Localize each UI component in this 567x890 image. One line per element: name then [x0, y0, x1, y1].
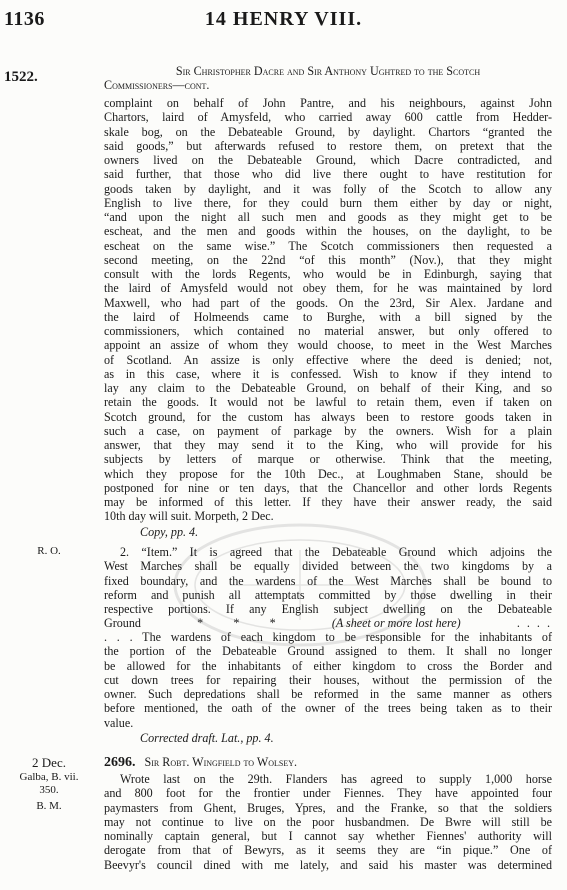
text-line: said further, that those who did live there ought to have restitution for — [104, 167, 552, 182]
text-line: subjects by letters of marque or otherwise. Think that the meeting, — [104, 452, 552, 467]
text-line: goods taken by daylight, and it was folly of the Scotch to allow any — [104, 181, 552, 196]
text-line: escheat on the same wise.” The Scotch commissioners then requested a — [104, 238, 552, 253]
text-line: and 800 foot for the frontier under Fiennes. They have appointed four — [104, 786, 552, 801]
text-line: Wrote last on the 29th. Flanders has agreed to supply 1,000 horse — [120, 772, 552, 786]
text-line: escheat, and the men and goods within the houses, on the daylight, to be — [104, 224, 552, 239]
letter1-heading-line1: Sir Christopher Dacre and Sir Anthony Ughtred to the Scotch — [175, 64, 481, 78]
text-line: which they propose for the 10th Dec., at Loughmaben Stane, should be — [104, 466, 552, 481]
running-head: 14 HENRY VIII. — [204, 8, 363, 30]
entry2696-ref2: 350. — [39, 784, 59, 796]
margin-ref-ro: R. O. — [37, 545, 61, 557]
year-label: 1522. — [4, 69, 38, 85]
text-line: skale bog, on the Debateable Ground, by daylight. Chartors “granted the — [104, 124, 552, 139]
text-line: be allowed for the inhabitants of either kingdom to cross the Border and — [104, 658, 552, 673]
page-number: 1136 — [4, 8, 45, 30]
item2-ground-word: Ground — [104, 616, 141, 630]
text-line: West Marches shall be equally divided between the two kingdoms by a — [104, 559, 552, 574]
entry2696-date: 2 Dec. — [32, 755, 66, 770]
text-line: fixed boundary, and the wardens of the West Marches shall be bound to — [104, 573, 552, 588]
text-line: as in this case, where it is confessed. Wish to know if they intend to — [104, 366, 552, 381]
text-line: the portion of the Debateable Ground assigned to them. It shall no longer — [104, 644, 552, 659]
text-line: Beevyr's council dined with me lately, and said his master was determined — [104, 857, 552, 872]
text-line: the laird of Holmeends came to Burghe, with a bill signed by the — [104, 309, 552, 324]
item2-body-before — [104, 545, 552, 616]
text-line: Maxwell, who had part of the goods. On the 23rd, Sir Alex. Jardane and — [104, 295, 552, 310]
item2-note: Corrected draft. Lat., pp. 4. — [140, 731, 274, 745]
text-line: lay any claim to the Debateable Ground, on behalf of their King, and so — [104, 381, 552, 395]
text-line: such a case, on payment of parkage by the owners. Wish for a plain — [104, 423, 552, 438]
text-line: of Scotland. An assize is only effective where the deed is denied; not, — [104, 352, 552, 367]
entry2696-ref3: B. M. — [36, 800, 62, 812]
text-line: paymasters from Ghent, Bruges, Ypres, and the Franke, so that the soldiers — [104, 800, 552, 815]
text-line: postponed for nine or ten days, that the Chancellor and other lords Regents — [104, 480, 552, 495]
entry2696-body — [104, 772, 552, 872]
text-line: retain the goods. It would not be lawful to retain them, even if taken on — [104, 395, 552, 410]
text-line: 10th day will suit. Morpeth, 2 Dec. — [104, 509, 274, 524]
text-line: consult with the lords Regents, who would be in Edinburgh, saying that — [104, 267, 552, 281]
text-line: may be informed of this letter. If they have their answer ready, the said — [104, 495, 552, 509]
item2-lost-note: (A sheet or more lost here) — [331, 616, 461, 630]
text-line: . . . The wardens of each kingdom to be responsible for the inhabitants of — [104, 630, 552, 644]
item2-asterisks: * * * — [197, 616, 276, 630]
text-line: 2. “Item.” It is agreed that the Debateable Ground which adjoins the — [120, 545, 552, 559]
text-line: English to live there, for they could burn them either by day or night, — [104, 195, 552, 210]
text-line: the laird of Amysfeld would not obey them, for he was maintained by lord — [104, 281, 552, 296]
text-line: cut down trees for repairing their houses, without the permission of the — [104, 672, 552, 687]
item2-gap-line — [104, 616, 552, 630]
text-line: Chartors, laird of Amysfeld, who carried away 600 cattle from Hedder- — [104, 110, 552, 125]
letter1-heading-line2: Commissioners—cont. — [104, 78, 210, 93]
entry-number: 2696. — [104, 755, 136, 770]
text-line: complaint on behalf of John Pantre, and his neighbours, against John — [104, 96, 552, 110]
item2-body-after — [104, 630, 552, 730]
text-line: appoint an assize of whom they would choose, to meet in the West Marches — [104, 338, 552, 353]
item2-dots: . . . . — [516, 616, 552, 630]
text-line: Scotch ground, for the custom has always been to restore goods taken in — [104, 409, 552, 424]
text-line: answer, that they may send it to the King, who will provide for his — [104, 438, 552, 452]
letter1-body — [104, 96, 552, 524]
text-line: commissioners, which contained no material answer, but only offered to — [104, 324, 552, 338]
text-line: second meeting, on the 22nd “of this month” (Nov.), that they might — [104, 252, 552, 267]
entry2696-heading: Sir Robt. Wingfield to Wolsey. — [144, 755, 298, 769]
text-line: reform and punish all attemptats committed by those dwelling in their — [104, 587, 552, 602]
text-line: owner. Such depredations shall be reformed in the same manner as others — [104, 687, 552, 701]
letter1-note: Copy, pp. 4. — [140, 525, 199, 539]
text-line: owners lived on the Debateable Ground, which Dacre contradicted, and — [104, 153, 552, 167]
entry2696-ref1: Galba, B. vii. — [19, 771, 79, 783]
text-line: nominally captain general, but I cannot say whether Fiennes' authority will — [104, 829, 552, 843]
text-line: derogate from that of Bewyrs, as it seems they are “in pique.” One of — [104, 843, 552, 858]
text-line: “and upon the night all such men and goods as they might get to be — [104, 210, 552, 224]
entry2696-heading-line — [104, 755, 552, 770]
text-line: value. — [104, 715, 134, 730]
letter1-heading — [104, 64, 552, 93]
text-line: respective portions. If any English subject dwelling on the Debateable — [104, 602, 552, 616]
text-line: may not continue to live on the poor husbandmen. De Bwre will still be — [104, 814, 552, 829]
text-line: said goods,” but afterwards refused to restore them, on pretext that the — [104, 138, 552, 153]
text-line: before mentioned, the oath of the owner of the trees being taken as to their — [104, 701, 552, 716]
